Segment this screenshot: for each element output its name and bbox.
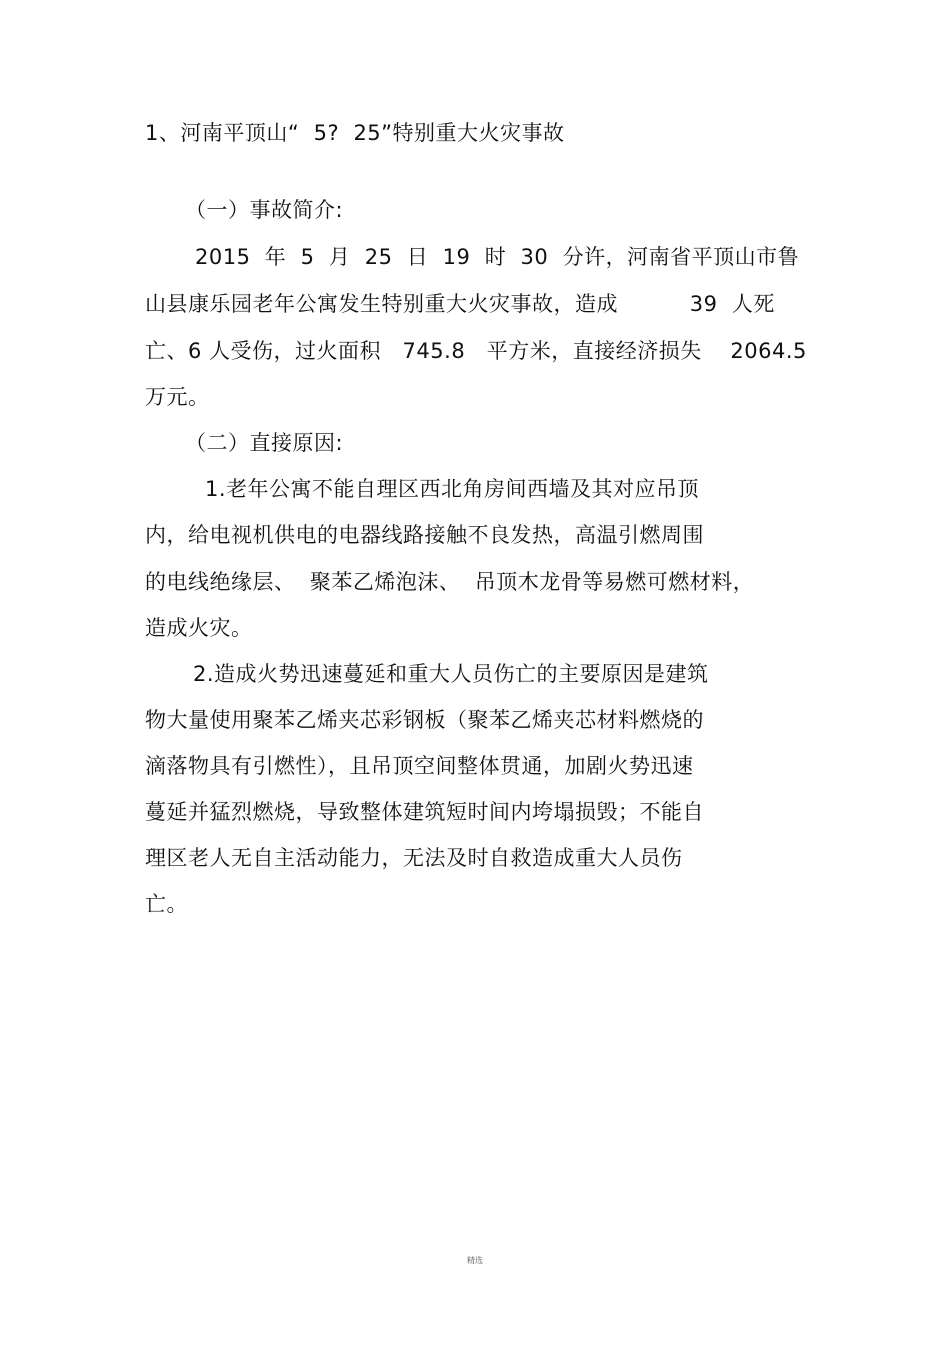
cause2-line-5: 理区老人无自主活动能力，无法及时自救造成重大人员伤 <box>145 846 683 870</box>
section-title-summary: （一）事故简介: <box>185 198 344 222</box>
cause2-line-6: 亡。 <box>145 892 188 916</box>
intro-line-1: 2015 年 5 月 25 日 19 时 30 分许，河南省平顶山市鲁 <box>195 245 800 269</box>
cause2-line-3: 滴落物具有引燃性），且吊顶空间整体贯通，加剧火势迅速 <box>145 754 694 778</box>
intro-line-4: 万元。 <box>145 385 210 409</box>
intro-line-3: 亡、6 人受伤，过火面积 745.8 平方米，直接经济损失 2064.5 <box>145 339 807 363</box>
document-heading: 1、河南平顶山“ 5? 25”特别重大火灾事故 <box>145 121 565 145</box>
cause1-line-1: 1.老年公寓不能自理区西北角房间西墙及其对应吊顶 <box>205 477 700 501</box>
cause2-line-4: 蔓延并猛烈燃烧，导致整体建筑短时间内垮塌损毁；不能自 <box>145 800 704 824</box>
section-title-direct-cause: （二）直接原因: <box>185 431 344 455</box>
cause2-line-1: 2.造成火势迅速蔓延和重大人员伤亡的主要原因是建筑 <box>193 662 709 686</box>
cause1-line-2: 内，给电视机供电的电器线路接触不良发热，高温引燃周围 <box>145 523 704 547</box>
page-footer: 精选 <box>467 1256 483 1265</box>
intro-line-2: 山县康乐园老年公寓发生特别重大火灾事故，造成 39 人死 <box>145 292 775 316</box>
cause1-line-4: 造成火灾。 <box>145 616 253 640</box>
cause2-line-2: 物大量使用聚苯乙烯夹芯彩钢板（聚苯乙烯夹芯材料燃烧的 <box>145 708 704 732</box>
cause1-line-3: 的电线绝缘层、 聚苯乙烯泡沫、 吊顶木龙骨等易燃可燃材料， <box>145 570 755 594</box>
